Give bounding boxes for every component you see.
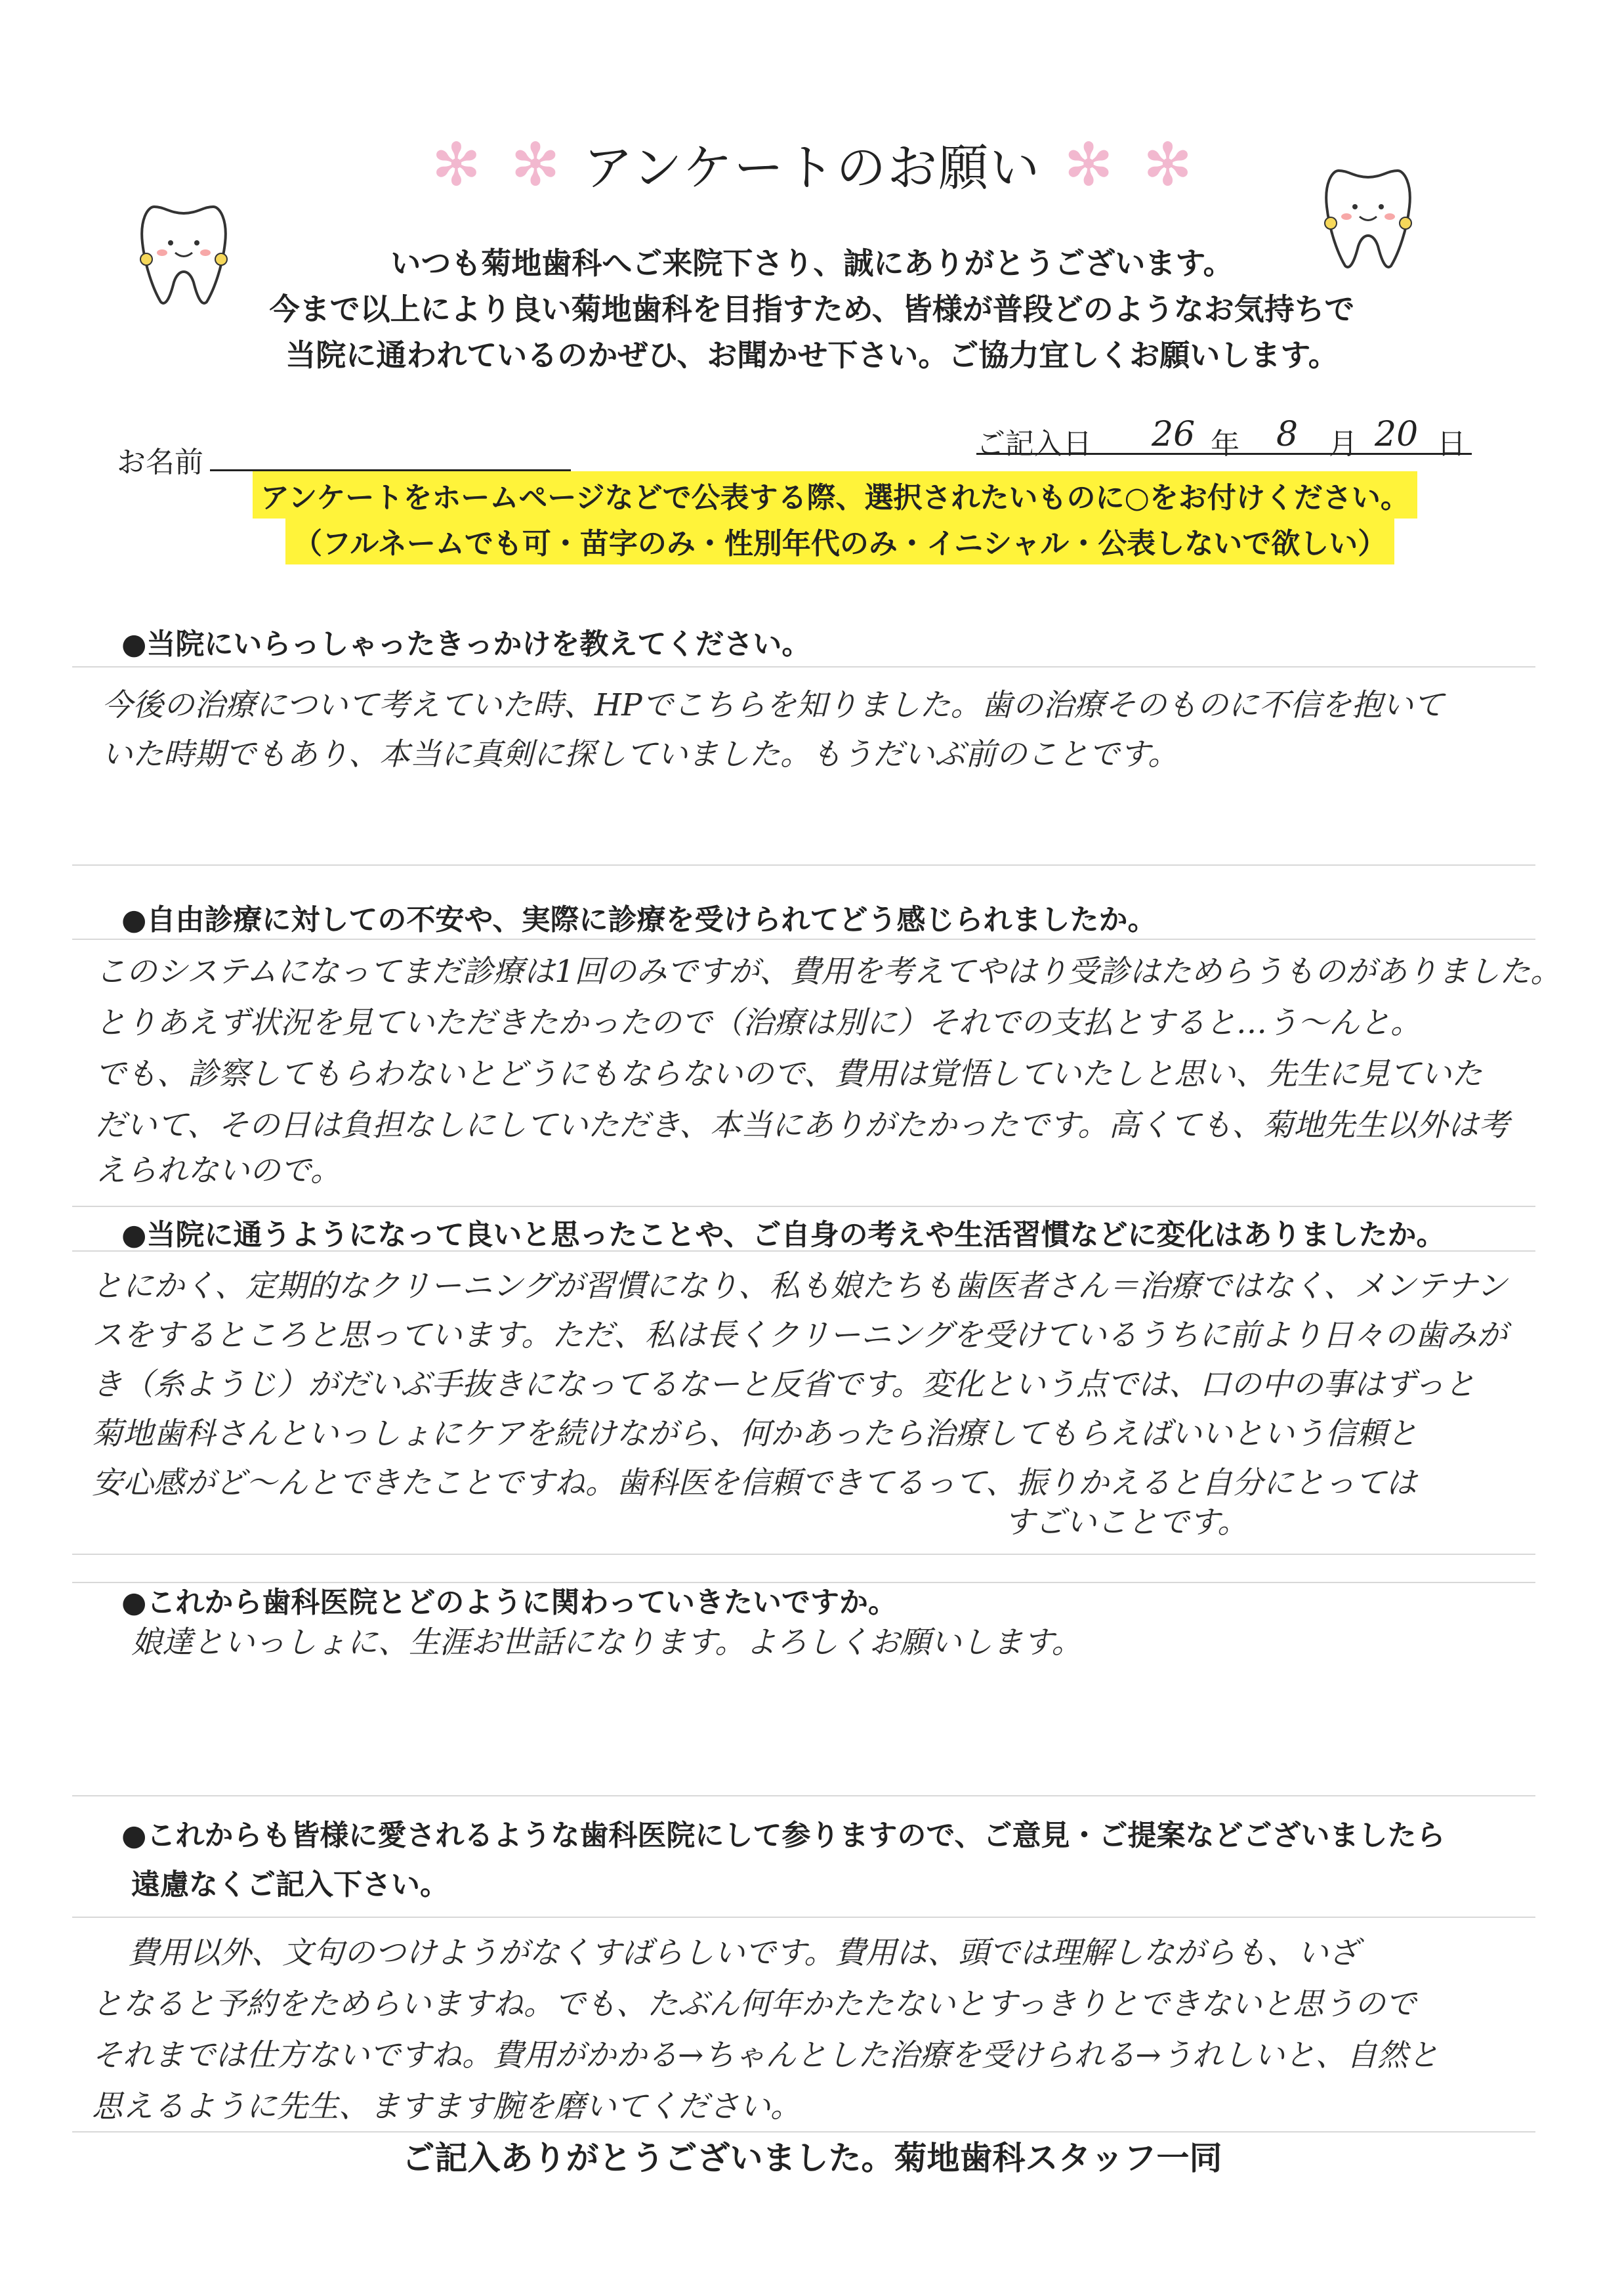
answer-line: でも、診察してもらわないとどうにもならないので、費用は覚悟していたしと思い、先生に見ていた (95, 1056, 1483, 1092)
answer-box[interactable] (72, 939, 1562, 1207)
answer-line: このシステムになってまだ診療は1回のみですが、費用を考えてやはり受診はためらうものがありました。 (95, 954, 1562, 990)
date-day-unit: 日 (1437, 427, 1466, 461)
question-label: ●これからも皆様に愛されるような歯科医院にして参りますので、ご意見・ご提案などございましたら (121, 1819, 1446, 1852)
date-label: ご記入日 (976, 427, 1092, 461)
name-label: お名前 (117, 446, 203, 479)
asterisk-icon: ✻ (510, 131, 560, 200)
answer-line: とりあえず状況を見ていただきたかったので（治療は別に）それでの支払とすると…う～んと。 (95, 1005, 1421, 1041)
answer-line: 安心感がど～んとできたことですね。歯科医を信頼できてるって、振りかえると自分にとっては (92, 1465, 1417, 1501)
answer-box[interactable] (72, 1585, 1535, 1796)
intro-line: 当院に通われているのかぜひ、お聞かせ下さい。ご協力宜しくお願いします。 (285, 337, 1339, 373)
page-title: アンケートのお願い (583, 138, 1041, 197)
answer-line: だいて、その日は負担なしにしていただき、本当にありがたかったです。高くても、菊地先生以外は考 (95, 1107, 1510, 1143)
date-month-value: 8 (1276, 415, 1299, 454)
answer-line: いた時期でもあり、本当に真剣に探していました。もうだいぶ前のことです。 (102, 736, 1179, 773)
answer-box[interactable] (72, 1250, 1535, 1555)
date-day-value: 20 (1375, 415, 1419, 454)
footer-thanks: ご記入ありがとうございました。菊地歯科スタッフ一同 (402, 2139, 1222, 2177)
answer-box[interactable] (72, 666, 1535, 866)
answer-line: スをするところと思っています。ただ、私は長くクリーニングを受けているうちに前より日々の歯みが (92, 1317, 1508, 1353)
question-label: ●当院にいらっしゃったきっかけを教えてください。 (121, 627, 811, 661)
answer-line: えられないので。 (95, 1153, 342, 1189)
question-label: 遠慮なくご記入下さい。 (131, 1868, 449, 1901)
answer-line: 菊地歯科さんといっしょにケアを続けながら、何かあったら治療してもらえばいいという信頼と (92, 1416, 1418, 1452)
answer-line: とにかく、定期的なクリーニングが習慣になり、私も娘たちも歯医者さん＝治療ではなく、メンテナン (92, 1268, 1507, 1304)
date-year-value: 26 (1152, 415, 1196, 454)
answer-line: 費用以外、文句のつけようがなくすばらしいです。費用は、頭では理解しながらも、いざ (128, 1935, 1360, 1971)
question-label: ●これから歯科医院とどのように関わっていきたいですか。 (121, 1586, 897, 1619)
asterisk-icon: ✻ (1142, 131, 1193, 200)
answer-line: 娘達といっしょに、生涯お世話になります。よろしくお願いします。 (131, 1624, 1083, 1661)
intro-line: 今まで以上により良い菊地歯科を目指すため、皆様が普段どのようなお気持ちで (269, 291, 1355, 327)
asterisk-icon: ✻ (1064, 131, 1114, 200)
intro-line: いつも菊地歯科へご来院下さり、誠にありがとうございます。 (390, 245, 1234, 281)
question-label: ●当院に通うようになって良いと思ったことや、ご自身の考えや生活習慣などに変化はありましたか。 (121, 1218, 1446, 1252)
asterisk-icon: ✻ (431, 131, 482, 200)
publish-notice: アンケートをホームページなどで公表する際、選択されたいものに○をお付けください。 (253, 471, 1417, 519)
answer-line: それまでは仕方ないですね。費用がかかる→ちゃんとした治療を受けられる→うれしいと、自然と (92, 2037, 1439, 2073)
answer-line: 今後の治療について考えていた時、HPでこちらを知りました。歯の治療そのものに不信を抱いて (102, 687, 1444, 723)
answer-box[interactable] (72, 1917, 1535, 2133)
answer-line: すごいことです。 (1004, 1504, 1249, 1540)
answer-line: き（糸ようじ）がだいぶ手抜きになってるなーと反省です。変化という点では、口の中の事はずっと (92, 1367, 1476, 1403)
date-month-unit: 月 (1329, 427, 1358, 461)
publish-options[interactable]: （フルネームでも可・苗字のみ・性別年代のみ・イニシャル・公表しないで欲しい） (285, 517, 1394, 564)
question-label: ●自由診療に対しての不安や、実際に診療を受けられてどう感じられましたか。 (121, 903, 1157, 937)
divider (72, 1582, 1535, 1583)
date-year-unit: 年 (1211, 427, 1239, 461)
answer-line: となると予約をためらいますね。でも、たぶん何年かたたないとすっきりとできないと思うので (92, 1986, 1417, 2022)
answer-line: 思えるように先生、ますます腕を磨いてください。 (92, 2089, 801, 2125)
